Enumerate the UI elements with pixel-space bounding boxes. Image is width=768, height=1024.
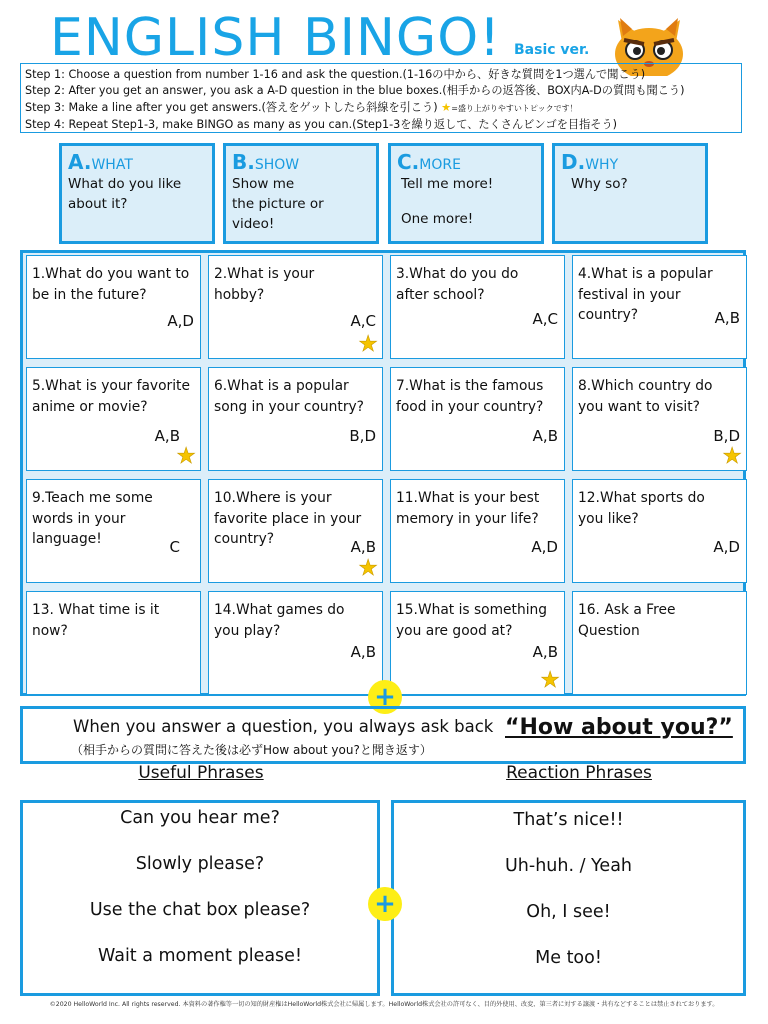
bingo-cell-5[interactable]: 5.What is your favorite anime or movie? A,B ★ [26, 367, 201, 471]
answer-tags: B,D [713, 427, 740, 445]
star-icon: ★ [722, 444, 742, 469]
bingo-cell-3[interactable]: 3.What do you do after school? A,C [390, 255, 565, 359]
star-icon: ★ [540, 668, 560, 693]
useful-phrases-heading: Useful Phrases [138, 763, 264, 783]
reaction-phrase: That’s nice!! [513, 810, 624, 830]
answer-tags: A,D [167, 312, 194, 330]
bingo-cell-11[interactable]: 11.What is your best memory in your life? A,D [390, 479, 565, 583]
answer-tags: A,D [531, 538, 558, 556]
bingo-cell-9[interactable]: 9.Teach me some words in your language! C [26, 479, 201, 583]
useful-phrases-box [20, 800, 380, 996]
bingo-cell-6[interactable]: 6.What is a popular song in your country? B,D [208, 367, 383, 471]
answer-tags: A,B [350, 538, 376, 556]
followup-box-a: A.WHAT What do you like about it? [59, 143, 215, 244]
ask-back-text: When you answer a question, you always ask back [73, 717, 494, 736]
bingo-grid [20, 250, 746, 696]
bingo-cell-7[interactable]: 7.What is the famous food in your country? A,B [390, 367, 565, 471]
followup-box-c: C.MORE Tell me more! One more! [388, 143, 544, 244]
answer-tags: A,B [532, 427, 558, 445]
bingo-cell-14[interactable]: 14.What games do you play? A,B [208, 591, 383, 695]
followup-box-b: B.SHOW Show me the picture or video! [223, 143, 379, 244]
star-icon: ★ [358, 332, 378, 357]
star-note: =盛り上がりやすいトピックです！ [451, 103, 578, 113]
answer-tags: A,B [532, 643, 558, 661]
answer-tags: A,B [714, 309, 740, 327]
steps-box [20, 63, 742, 133]
bingo-cell-10[interactable]: 10.Where is your favorite place in your country? A,B ★ [208, 479, 383, 583]
answer-tags: B,D [349, 427, 376, 445]
reaction-phrases-heading: Reaction Phrases [506, 763, 652, 783]
how-about-you-phrase: “How about you?” [505, 715, 733, 740]
reaction-phrase: Uh-huh. / Yeah [504, 856, 633, 876]
version-label: Basic ver. [514, 42, 590, 58]
plus-icon: + [368, 680, 402, 714]
reaction-phrases-box [391, 800, 746, 996]
reaction-phrase: Oh, I see! [526, 902, 611, 922]
bingo-cell-4[interactable]: 4.What is a popular festival in your country? A,B [572, 255, 747, 359]
star-icon: ★ [441, 100, 452, 114]
copyright-footer: ©2020 HelloWorld Inc. All rights reserved. 本資料の著作権等一切の知的財産権はHelloWorld株式会社に帰属します。HelloWorld株式会社の許可なく、目的外使用、改変、第三者に対する譲渡・共有などすることは禁止されております。 [49, 1001, 719, 1008]
step-4: Step 4: Repeat Step1-3, make BINGO as many as you can.(Step1-3を繰り返して、たくさんビンゴを目指そう) [25, 117, 617, 131]
bingo-cell-13[interactable]: 13. What time is it now? [26, 591, 201, 695]
page-title: ENGLISH BINGO! [50, 8, 501, 68]
answer-tags: A,B [350, 643, 376, 661]
useful-phrase: Can you hear me? [120, 808, 280, 828]
ask-back-box [20, 706, 746, 764]
answer-tags: A,C [350, 312, 376, 330]
bingo-cell-16[interactable]: 16. Ask a Free Question [572, 591, 747, 695]
answer-tags: A,C [532, 310, 558, 328]
bingo-cell-1[interactable]: 1.What do you want to be in the future? A,D [26, 255, 201, 359]
bingo-cell-15[interactable]: 15.What is something you are good at? A,B ★ [390, 591, 565, 695]
reaction-phrase: Me too! [535, 948, 602, 968]
star-icon: ★ [358, 556, 378, 581]
answer-tags: A,D [713, 538, 740, 556]
bingo-cell-2[interactable]: 2.What is your hobby? A,C ★ [208, 255, 383, 359]
plus-icon: + [368, 887, 402, 921]
bingo-cell-8[interactable]: 8.Which country do you want to visit? B,D ★ [572, 367, 747, 471]
bingo-cell-12[interactable]: 12.What sports do you like? A,D [572, 479, 747, 583]
answer-tags: A,B [154, 427, 180, 445]
useful-phrase: Slowly please? [135, 854, 265, 874]
useful-phrase: Use the chat box please? [89, 900, 311, 920]
ask-back-note: （相手からの質問に答えた後は必ずHow about you?と聞き返す） [71, 743, 432, 757]
step-3: Step 3: Make a line after you get answers.(答えをゲットしたら斜線を引こう) ★=盛り上がりやすいトピックです！ [25, 100, 578, 114]
useful-phrase: Wait a moment please! [98, 946, 302, 966]
answer-tags: C [169, 538, 180, 556]
step-1: Step 1: Choose a question from number 1-16 and ask the question.(1-16の中から、好きな質問を1つ選んで聞こう) [25, 68, 646, 81]
step-2: Step 2: After you get an answer, you ask a A-D question in the blue boxes.(相手からの返答後、BOX内A-Dの質問も聞こう) [25, 84, 685, 98]
followup-box-d: D.WHY Why so? [552, 143, 708, 244]
star-icon: ★ [176, 444, 196, 469]
